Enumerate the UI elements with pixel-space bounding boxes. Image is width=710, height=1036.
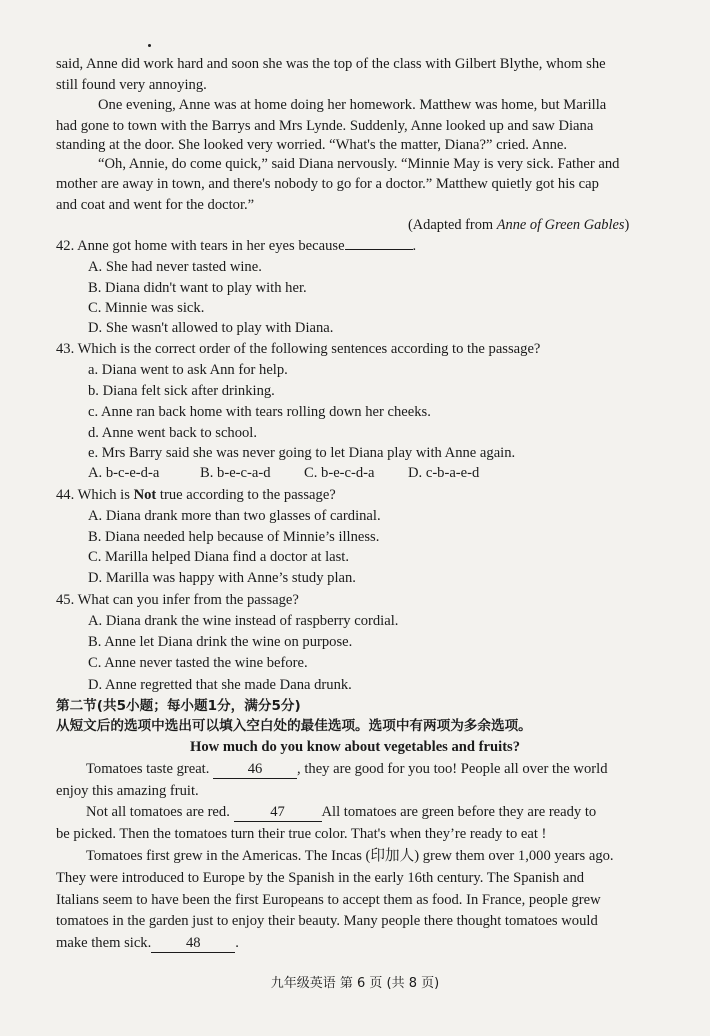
answer-blank-46: 46 xyxy=(213,761,297,779)
option: A. Diana drank more than two glasses of cardinal. xyxy=(88,508,381,524)
question-43-stem: 43. Which is the correct order of the following sentences according to the passage? xyxy=(56,341,541,357)
option: D. Marilla was happy with Anne’s study plan. xyxy=(88,570,356,586)
passage-source: (Adapted from Anne of Green Gables) xyxy=(408,217,630,233)
question-45-stem: 45. What can you infer from the passage? xyxy=(56,592,299,608)
page-footer: 九年级英语 第 6 页 (共 8 页) xyxy=(270,976,440,991)
option-row xyxy=(88,463,688,483)
passage-line: mother are away in town, and there's nobody to go for a doctor.” Matthew quietly got his cap xyxy=(56,176,599,192)
passage-line: Tomatoes taste great. 46 , they are good for you too! People all over the world xyxy=(86,761,608,777)
option: B. Diana didn't want to play with her. xyxy=(88,280,307,296)
passage-line: make them sick. 48 . xyxy=(56,935,239,951)
passage-line: tomatoes in the garden just to enjoy their beauty. Many people there thought tomatoes would xyxy=(56,913,598,929)
option: C. Anne never tasted the wine before. xyxy=(88,655,308,671)
passage-line: still found very annoying. xyxy=(56,77,207,93)
passage-line: Tomatoes first grew in the Americas. The Incas (印加人) grew them over 1,000 years ago. xyxy=(86,848,614,864)
answer-blank-47: 47 xyxy=(234,804,322,822)
passage-line: Italians seem to have been the first Europeans to accept them as food. In France, people grew xyxy=(56,892,601,908)
passage-line: said, Anne did work hard and soon she was the top of the class with Gilbert Blythe, whom she xyxy=(56,56,606,72)
passage-line: be picked. Then the tomatoes turn their true color. That's when they’re ready to eat ! xyxy=(56,826,547,842)
option: B. Diana needed help because of Minnie’s illness. xyxy=(88,529,380,545)
option: B. Anne let Diana drink the wine on purpose. xyxy=(88,634,353,650)
passage-line: and coat and went for the doctor.” xyxy=(56,197,255,213)
passage-title: How much do you know about vegetables and fruits? xyxy=(190,739,521,755)
option: D. Anne regretted that she made Dana drunk. xyxy=(88,677,352,693)
option: A. Diana drank the wine instead of raspberry cordial. xyxy=(88,613,399,629)
passage-line: “Oh, Annie, do come quick,” said Diana nervously. “Minnie May is very sick. Father and xyxy=(98,156,620,172)
passage-line: One evening, Anne was at home doing her homework. Matthew was home, but Marilla xyxy=(98,97,607,113)
source-title: Anne of Green Gables xyxy=(496,217,625,233)
option: D. She wasn't allowed to play with Diana. xyxy=(88,320,334,336)
section-instruction: 从短文后的选项中选出可以填入空白处的最佳选项。选项中有两项为多余选项。 xyxy=(56,718,532,734)
option: B. b-e-c-a-d xyxy=(200,465,271,481)
answer-blank xyxy=(345,249,413,250)
passage-line: They were introduced to Europe by the Spanish in the early 16th century. The Spanish and xyxy=(56,870,585,886)
option: C. b-e-c-d-a xyxy=(304,465,375,481)
passage-line: enjoy this amazing fruit. xyxy=(56,783,199,799)
sentence-item: d. Anne went back to school. xyxy=(88,425,258,441)
option: D. c-b-a-e-d xyxy=(408,465,480,481)
sentence-item: e. Mrs Barry said she was never going to let Diana play with Anne again. xyxy=(88,445,516,461)
answer-blank-48: 48 xyxy=(151,935,235,953)
option: C. Marilla helped Diana find a doctor at last. xyxy=(88,549,349,565)
sentence-item: b. Diana felt sick after drinking. xyxy=(88,383,275,399)
passage-line: had gone to town with the Barrys and Mrs Lynde. Suddenly, Anne looked up and saw Diana xyxy=(56,118,594,134)
sentence-item: c. Anne ran back home with tears rolling down her cheeks. xyxy=(88,404,431,420)
passage-line: standing at the door. She looked very worried. “What's the matter, Diana?” cried. Anne. xyxy=(56,137,568,153)
section-heading: 第二节(共5小题；每小题1分，满分5分) xyxy=(56,698,301,714)
passage-line: Not all tomatoes are red. 47 All tomatoes are green before they are ready to xyxy=(86,804,597,820)
question-44-stem: 44. Which is Not true according to the passage? xyxy=(56,487,336,503)
speck-dot xyxy=(148,44,151,47)
option: A. She had never tasted wine. xyxy=(88,259,262,275)
sentence-item: a. Diana went to ask Ann for help. xyxy=(88,362,288,378)
option: A. b-c-e-d-a xyxy=(88,465,160,481)
option: C. Minnie was sick. xyxy=(88,300,205,316)
question-42-stem: 42. Anne got home with tears in her eyes because . xyxy=(56,238,417,254)
